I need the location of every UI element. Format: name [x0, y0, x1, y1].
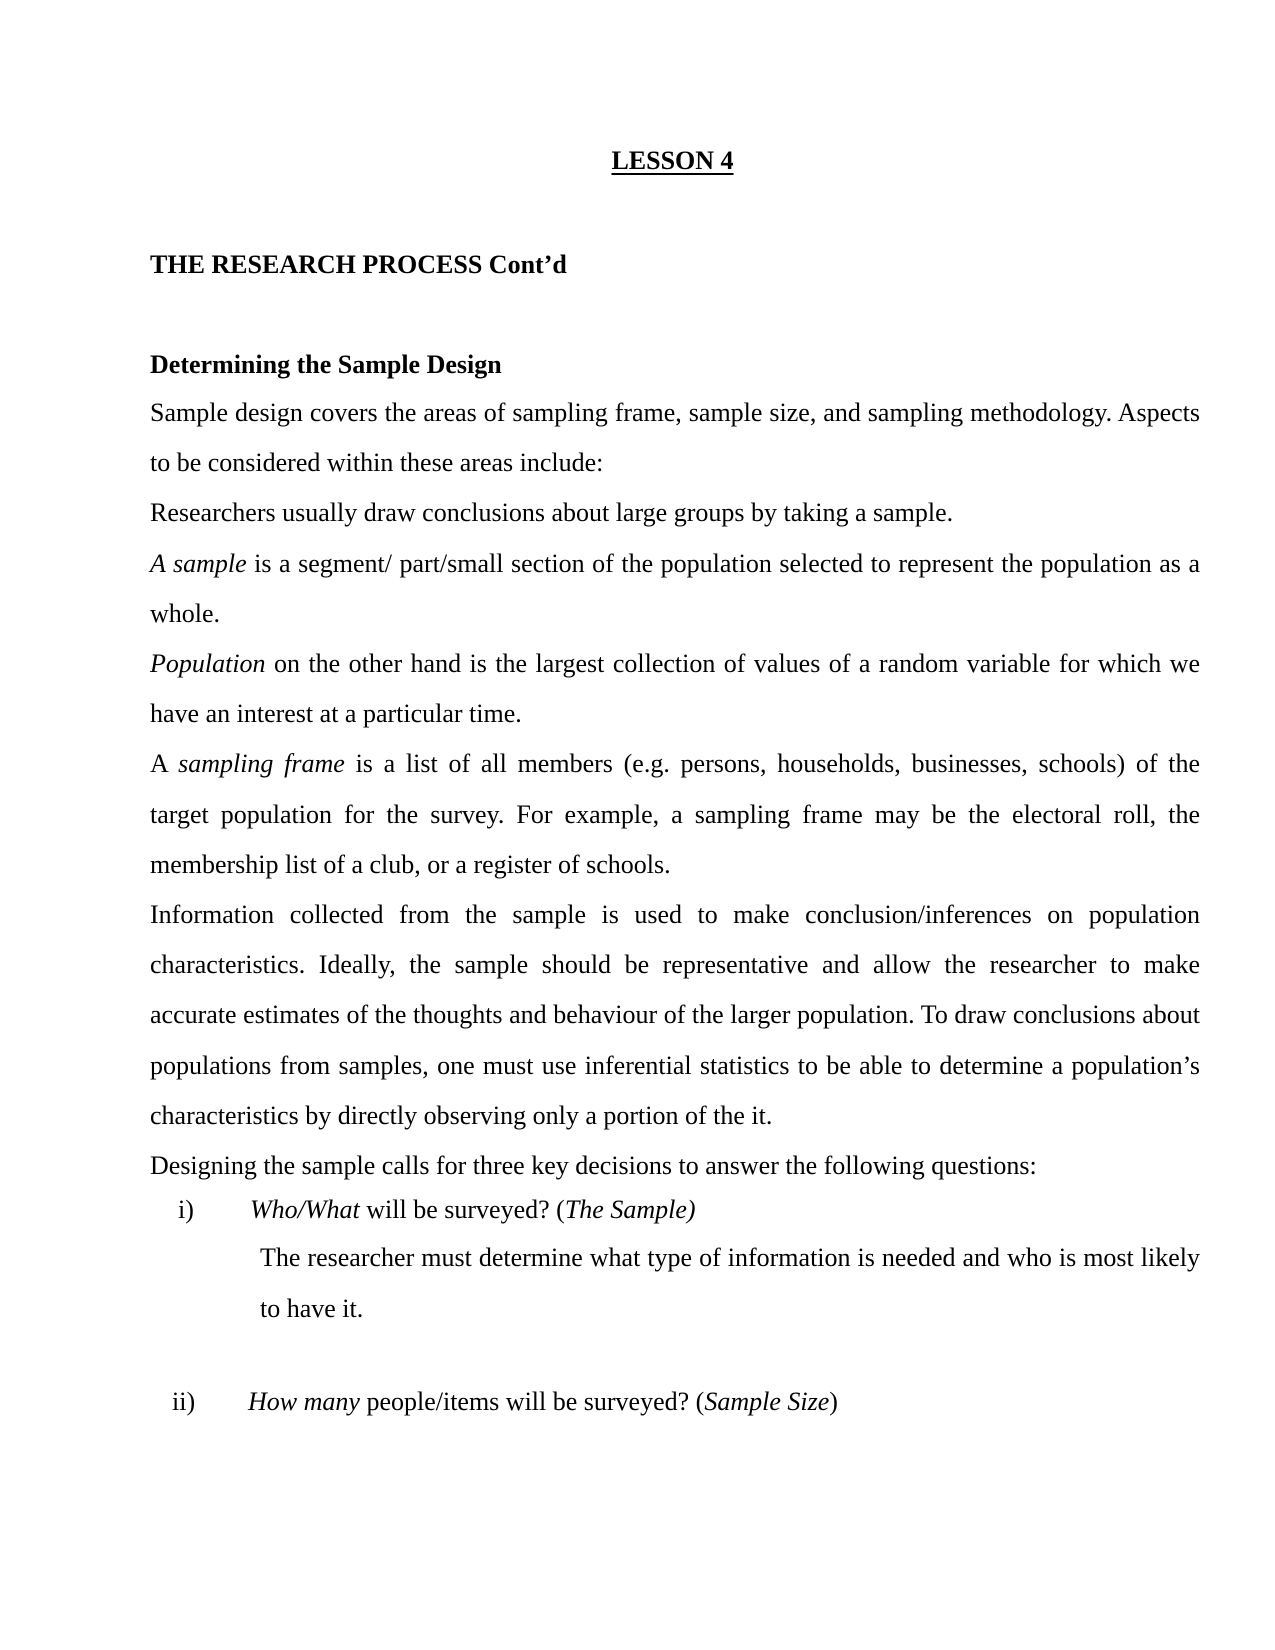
- paragraph-sampling-frame: [150, 739, 1200, 890]
- label-the-sample: The Sample): [564, 1195, 696, 1224]
- question-how-many-close: ): [829, 1387, 838, 1416]
- list-marker-ii: ii): [172, 1387, 196, 1416]
- term-how-many: How many: [248, 1387, 360, 1416]
- subsection-heading: Determining the Sample Design: [150, 350, 502, 379]
- paragraph-population-definition: [150, 639, 1200, 739]
- paragraph-sample-definition: [150, 539, 1200, 639]
- sampling-frame-article: A: [150, 749, 179, 779]
- sample-definition-text: is a segment/ part/small section of the population selected to represent the population as a whole.: [150, 548, 1200, 628]
- population-definition-text: on the other hand is the largest collection of values of a random variable for which we have an interest at a particular time.: [150, 649, 1200, 729]
- label-sample-size: Sample Size: [704, 1387, 830, 1416]
- question-how-many: [248, 1377, 838, 1427]
- term-sample: A sample: [150, 548, 247, 578]
- question-who-what-description: The researcher must determine what type of information is needed and who is most likely to have it.: [260, 1243, 1200, 1323]
- question-who-what-text: will be surveyed? (: [359, 1195, 565, 1224]
- section-title: THE RESEARCH PROCESS Cont’d: [150, 250, 567, 279]
- paragraph-designing-sample: Designing the sample calls for three key decisions to answer the following questions:: [150, 1151, 1037, 1181]
- paragraph-information: Information collected from the sample is used to make conclusion/inferences on population characteristics. Ideally, the sample should be representative and allow the researcher to make accurate estimates of the thoughts and behaviour of the larger population. To draw conclusions about populations from samples, one must use inferential statistics to be able to determine a population’s characteristics by directly observing only a portion of the it.: [150, 900, 1200, 1130]
- question-who-what: [250, 1185, 696, 1235]
- sampling-frame-text: is a list of all members (e.g. persons, households, businesses, schools) of the target population for the survey. For example, a sampling frame may be the electoral roll, the membership list of a club, or a register of schools.: [150, 749, 1201, 879]
- term-who-what: Who/What: [250, 1195, 360, 1224]
- term-sampling-frame: sampling frame: [178, 749, 345, 779]
- body-text: [150, 388, 1200, 1191]
- list-marker-i: i): [178, 1195, 194, 1224]
- paragraph-conclusions: Researchers usually draw conclusions about large groups by taking a sample.: [150, 498, 954, 528]
- paragraph-sample-design: Sample design covers the areas of sampling frame, sample size, and sampling methodology. Aspects to be considered within these areas include:: [150, 398, 1200, 478]
- lesson-title: LESSON 4: [611, 146, 734, 175]
- question-how-many-text: people/items will be surveyed? (: [359, 1387, 705, 1416]
- term-population: Population: [150, 649, 266, 679]
